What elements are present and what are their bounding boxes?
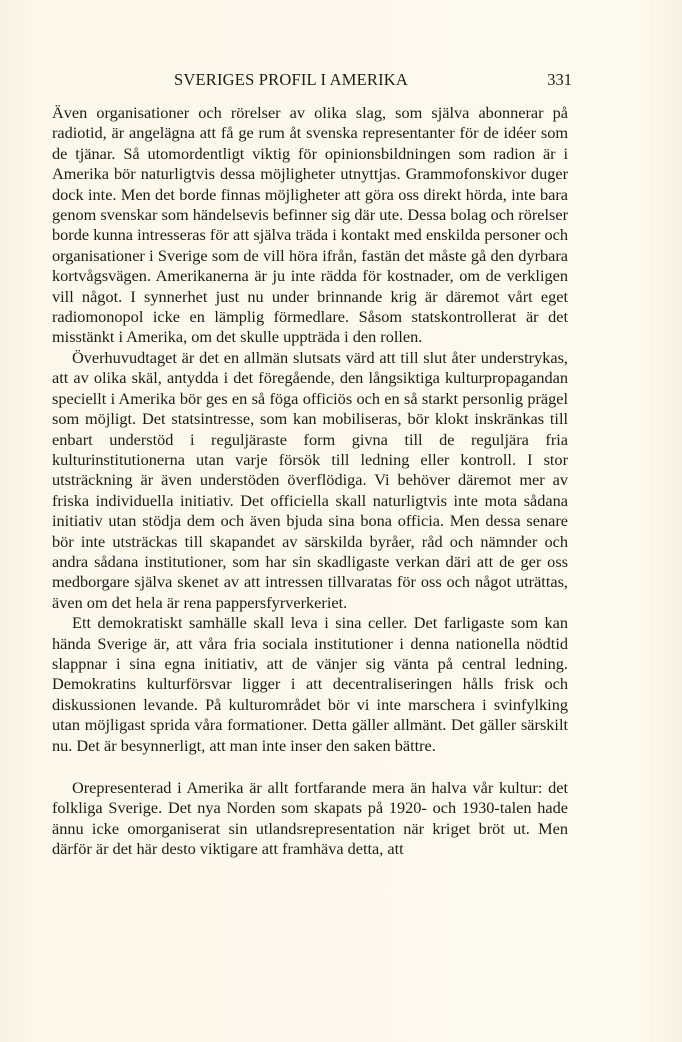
running-title: SVERIGES PROFIL I AMERIKA [174, 70, 409, 89]
body-text [52, 103, 568, 860]
page-number: 331 [547, 70, 572, 89]
paragraph-democratic-society: Ett demokratiskt samhälle skall leva i sina celler. Det farligaste som kan hända Sverige är, att våra fria sociala institutioner i denna nationella nödtid slappnar i sina egna initiativ, att de vänjer sig vänta på central ledning. Demokratins kulturförsvar ligger i att decentraliseringen hålls frisk och diskussionen levande. På kulturområdet bör vi inte marschera i svinfylking utan möjligast sprida våra formationer. Detta gäller allmänt. Det gäller särskilt nu. Det är besynnerligt, att man inte inser den saken bättre. [52, 613, 568, 755]
paragraph-unrepresented-culture: Orepresenterad i Amerika är allt fortfarande mera än halva vår kultur: det folkliga Sverige. Det nya Norden som skapats på 1920- och 1930-talen hade ännu icke omorganiserat sin utlandsrepresentation när kriget bröt ut. Men därför är det här desto viktigare att framhäva detta, att [52, 778, 568, 859]
paragraph-cultural-propaganda: Överhuvudtaget är det en allmän slutsats värd att till slut åter understrykas, att av olika skäl, antydda i det föregående, den långsiktiga kulturpropagandan speciellt i Amerika bör ges en så föga officiös och en så starkt personlig prägel som möjligt. Det statsintresse, som kan mobiliseras, bör klokt inskränkas till enbart understöd i reguljäraste form givna till de reguljära fria kulturinstitutionerna utan varje försök till ledning eller kontroll. I stor utsträckning är även understöden överflödiga. Vi behöver däremot mer av friska individuella initiativ. Det officiella skall naturligtvis inte mota sådana initiativ utan stödja dem och även bjuda sina bona officia. Men dessa senare bör inte utsträckas till skapandet av särskilda byråer, råd och nämnder och andra sådana institutioner, som har sin skadligaste verkan däri att de ger oss medborgare själva skenet av att intressen tillvaratas för oss och något uträttas, även om det hela är rena pappersfyrverkeriet. [52, 347, 568, 612]
page-header [52, 70, 572, 94]
paragraph-radio: Även organisationer och rörelser av olika slag, som själva abonnerar på radiotid, är angelägna att få ge rum åt svenska representanter för de idéer som de tjänar. Så utomordentligt viktig för opinionsbildningen som radion är i Amerika bör naturligtvis dessa möjligheter utnyttjas. Grammofonskivor duger dock inte. Men det borde finnas möjligheter att göra oss direkt hörda, inte bara genom svenskar som händelsevis befinner sig där ute. Dessa bolag och rörelser borde kunna intresseras för att själva träda i kontakt med enskilda personer och organisationer i Sverige som de vill höra ifrån, fastän det måste gå den dyrbara kortvågsvägen. Amerikanerna är ju inte rädda för kostnader, om de verkligen vill något. I synnerhet just nu under brinnande krig är däremot vårt eget radiomonopol icke en lämplig förmedlare. Såsom statskontrollerat är det misstänkt i Amerika, om det skulle uppträda i den rollen. [52, 103, 568, 347]
